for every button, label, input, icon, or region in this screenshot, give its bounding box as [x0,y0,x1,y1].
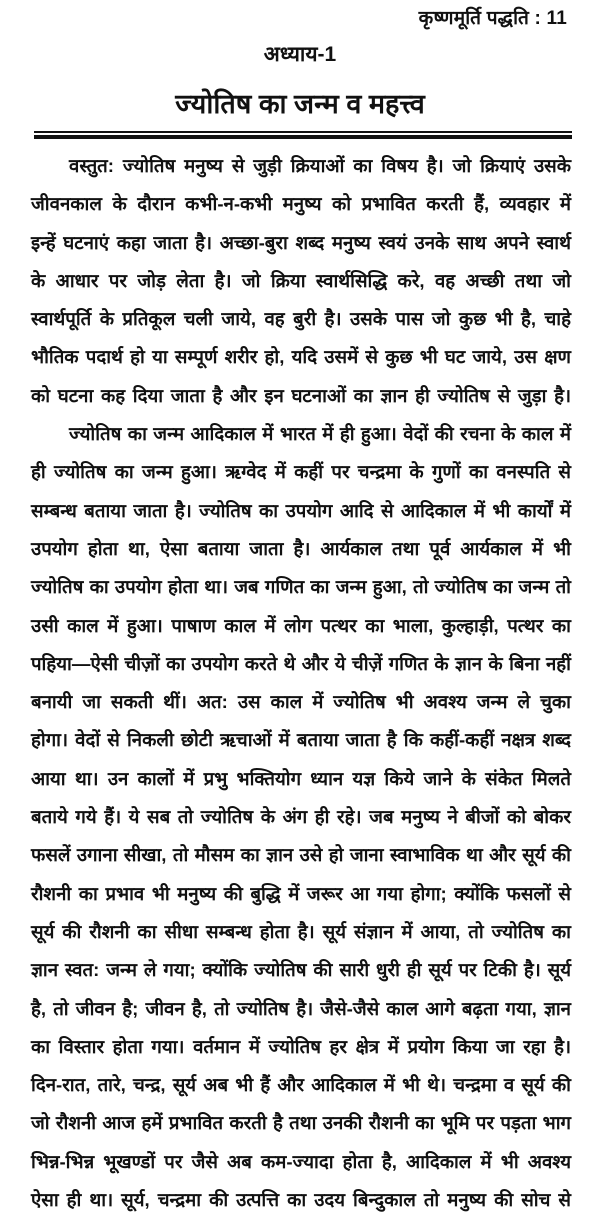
paragraph-2-line: है, तो जीवन है; जीवन है, तो ज्योतिष है। जैसे-जैसे काल आगे बढ़ता गया, ज्ञान [31,997,571,1019]
paragraph-2-line: होगा। वेदों से निकली छोटी ऋचाओं में बताया जाता है कि कहीं-कहीं नक्षत्र शब्द [31,729,571,751]
paragraph-1-line: भौतिक पदार्थ हो या सम्पूर्ण शरीर हो, यदि उसमें से कुछ भी घट जाये, उस क्षण [31,346,571,368]
paragraph-2-line: दिन-रात, तारे, चन्द्र, सूर्य अब भी हैं और आदिकाल में भी थे। चन्द्रमा व सूर्य की [31,1074,571,1096]
paragraph-2-line: उपयोग होता था, ऐसा बताया जाता है। आर्यकाल तथा पूर्व आर्यकाल में भी [31,537,571,559]
paragraph-2-line: फसलें उगाना सीखा, तो मौसम का ज्ञान उसे हो जाना स्वाभाविक था और सूर्य की [31,844,571,866]
title-double-rule [34,131,572,140]
rule-thin-line [34,131,572,133]
paragraph-1-line: स्वार्थपूर्ति के प्रतिकूल चली जाये, वह बुरी है। उसके पास जो कुछ भी है, चाहे [31,308,571,330]
paragraph-2-line: ज्योतिष का उपयोग होता था। जब गणित का जन्म हुआ, तो ज्योतिष का जन्म तो [31,576,571,598]
paragraph-1-line: वस्तुत: ज्योतिष मनुष्य से जुड़ी क्रियाओं का विषय है। जो क्रियाएं उसके [69,155,571,176]
running-header: कृष्णमूर्ति पद्धति : 11 [418,8,567,29]
paragraph-2-line: ज्योतिष का जन्म आदिकाल में भारत में ही हुआ। वेदों की रचना के काल में [69,423,571,445]
paragraph-2-line: बनायी जा सकती थीं। अत: उस काल में ज्योतिष भी अवश्य जन्म ले चुका [31,691,571,713]
paragraph-2-line: पहिया—ऐसी चीज़ों का उपयोग करते थे और ये चीज़ें गणित के ज्ञान के बिना नहीं [31,652,571,674]
paragraph-2-line: आया था। उन कालों में प्रभु भक्तियोग ध्यान यज्ञ किये जाने के संकेत मिलते [31,767,571,789]
paragraph-1-line: को घटना कह दिया जाता है और इन घटनाओं का ज्ञान ही ज्योतिष से जुड़ा है। [31,384,571,406]
paragraph-2-line: सम्बन्ध बताया जाता है। ज्योतिष का उपयोग आदि से आदिकाल में भी कार्यों में [31,499,571,521]
paragraph-2-line: ऐसा ही था। सूर्य, चन्द्रमा की उत्पत्ति का उदय बिन्दुकाल तो मनुष्य की सोच से [31,1189,571,1211]
paragraph-2-line: ज्ञान स्वत: जन्म ले गया; क्योंकि ज्योतिष की सारी धुरी ही सूर्य पर टिकी है। सूर्य [31,959,571,981]
paragraph-2-line: बताये गये हैं। ये सब तो ज्योतिष के अंग ही रहे। जब मनुष्य ने बीजों को बोकर [31,806,571,828]
body-text [31,147,571,1219]
paragraph-1-line: जीवनकाल के दौरान कभी-न-कभी मनुष्य को प्रभावित करती हैं, व्यवहार में [31,193,571,215]
paragraph-2-line: उसी काल में हुआ। पाषाण काल में लोग पत्थर का भाला, कुल्हाड़ी, पत्थर का [31,614,571,636]
paragraph-2-line: का विस्तार होता गया। वर्तमान में ज्योतिष हर क्षेत्र में प्रयोग किया जा रहा है। [31,1035,571,1057]
paragraph-1-line: के आधार पर जोड़ लेता है। जो क्रिया स्वार्थसिद्धि करे, वह अच्छी तथा जो [31,269,571,291]
paragraph-2-line: ही ज्योतिष का जन्म हुआ। ऋग्वेद में कहीं पर चन्द्रमा के गुणों का वनस्पति से [31,461,571,483]
paragraph-2-line: भिन्न-भिन्न भूखण्डों पर जैसे अब कम-ज्यादा होता है, आदिकाल में भी अवश्य [31,1150,571,1172]
chapter-number: अध्याय-1 [263,43,337,66]
rule-thick-line [34,135,572,139]
paragraph-1-line: इन्हें घटनाएं कहा जाता है। अच्छा-बुरा शब्द मनुष्य स्वयं उनके साथ अपने स्वार्थ [31,231,571,253]
chapter-title: ज्योतिष का जन्म व महत्त्व [175,89,425,119]
paragraph-2-line: सूर्य की रौशनी का सीधा सम्बन्ध होता है। सूर्य संज्ञान में आया, तो ज्योतिष का [31,920,571,942]
paragraph-2-line: जो रौशनी आज हमें प्रभावित करती है तथा उनकी रौशनी का भूमि पर पड़ता भाग [31,1112,571,1134]
paragraph-2-line: रौशनी का प्रभाव भी मनुष्य की बुद्धि में जरूर आ गया होगा; क्योंकि फसलों से [31,882,571,904]
